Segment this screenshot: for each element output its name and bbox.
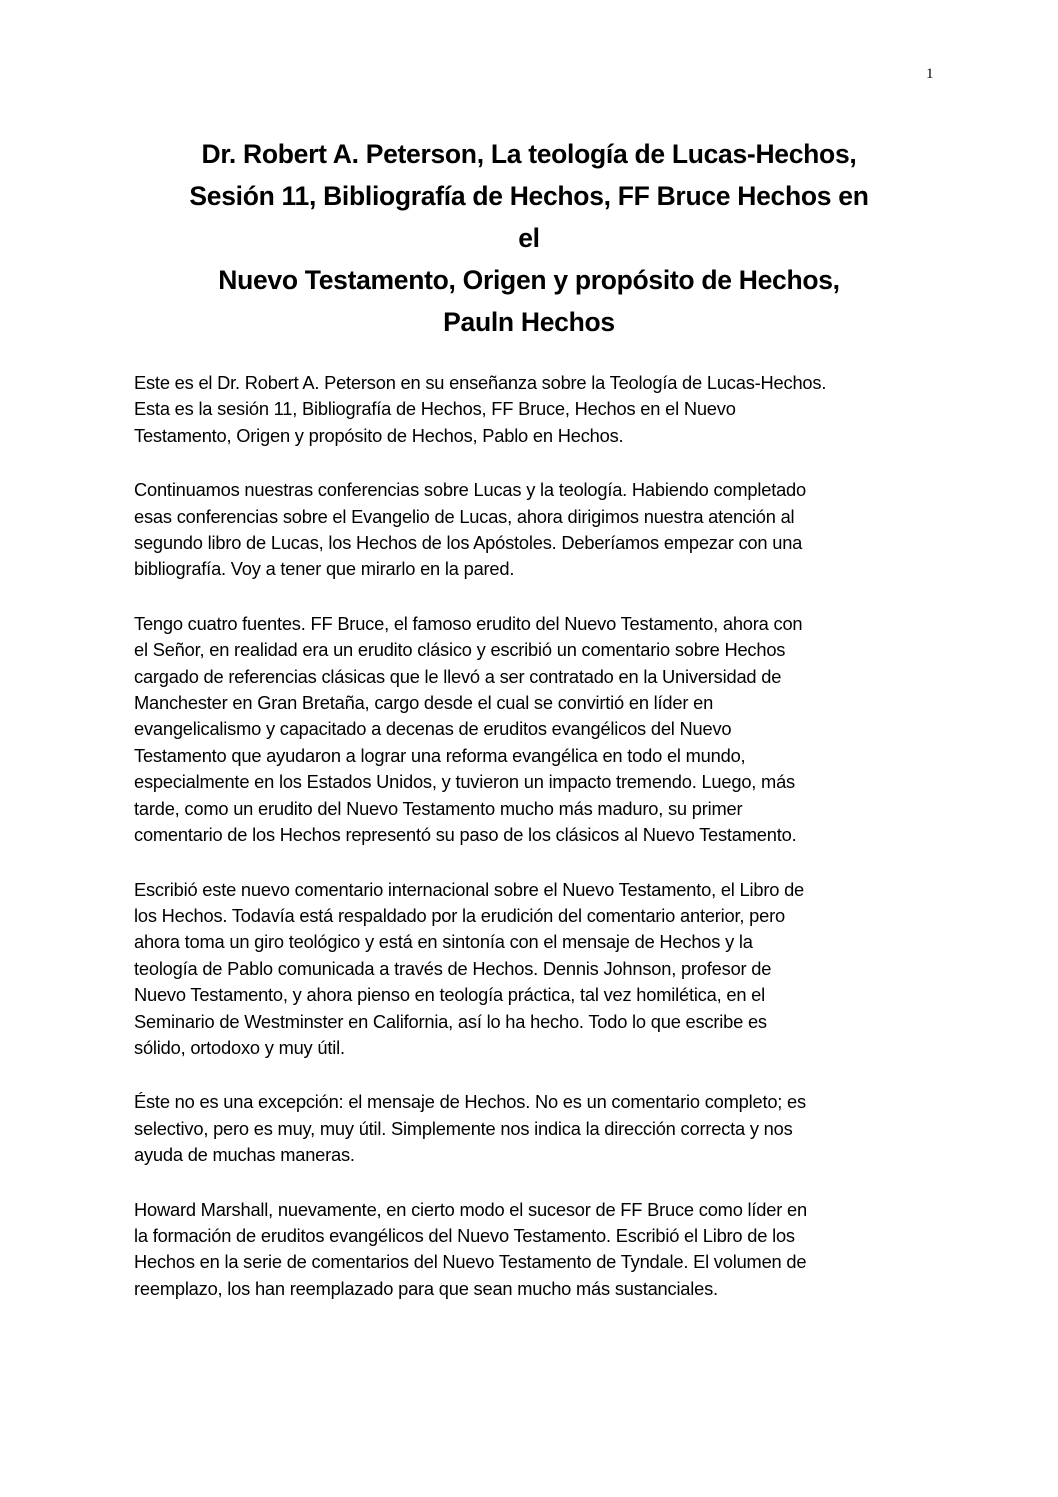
paragraph [134,611,934,849]
paragraph [134,370,934,449]
title-line: Sesión 11, Bibliografía de Hechos, FF Bruce Hechos en [189,181,869,211]
text-line: Howard Marshall, nuevamente, en cierto modo el sucesor de FF Bruce como líder en [134,1198,807,1220]
text-line: Esta es la sesión 11, Bibliografía de Hechos, FF Bruce, Hechos en el Nuevo [134,398,736,420]
text-line: Hechos en la serie de comentarios del Nuevo Testamento de Tyndale. El volumen de [134,1251,807,1273]
text-line: Manchester en Gran Bretaña, cargo desde el cual se convirtió en líder en [134,692,714,714]
text-line: reemplazo, los han reemplazado para que sean mucho más sustanciales. [134,1277,718,1299]
text-line: ahora toma un giro teológico y está en sintonía con el mensaje de Hechos y la [134,931,753,953]
text-line: Escribió este nuevo comentario internacional sobre el Nuevo Testamento, el Libro de [134,878,805,900]
text-line: Tengo cuatro fuentes. FF Bruce, el famoso erudito del Nuevo Testamento, ahora con [134,612,803,634]
paragraph [134,1089,934,1168]
text-line: cargado de referencias clásicas que le llevó a ser contratado en la Universidad de [134,665,782,687]
paragraph [134,1197,934,1303]
text-line: Testamento, Origen y propósito de Hechos, Pablo en Hechos. [134,424,624,446]
text-line: Éste no es una excepción: el mensaje de Hechos. No es un comentario completo; es [134,1091,806,1113]
text-line: tarde, como un erudito del Nuevo Testamento mucho más maduro, su primer [134,797,743,819]
text-line: comentario de los Hechos representó su paso de los clásicos al Nuevo Testamento. [134,824,797,846]
text-line: Nuevo Testamento, y ahora pienso en teología práctica, tal vez homilética, en el [134,984,765,1006]
text-line: Testamento que ayudaron a lograr una reforma evangélica en todo el mundo, [134,744,746,766]
paragraph [134,877,934,1062]
text-line: bibliografía. Voy a tener que mirarlo en la pared. [134,558,515,580]
text-line: la formación de eruditos evangélicos del Nuevo Testamento. Escribió el Libro de los [134,1224,795,1246]
text-line: selectivo, pero es muy, muy útil. Simplemente nos indica la dirección correcta y nos [134,1117,793,1139]
page-number: 1 [926,66,934,82]
text-line: los Hechos. Todavía está respaldado por la erudición del comentario anterior, pero [134,904,785,926]
text-line: evangelicalismo y capacitado a decenas de eruditos evangélicos del Nuevo [134,718,732,740]
document-title [0,133,1058,343]
text-line: esas conferencias sobre el Evangelio de Lucas, ahora dirigimos nuestra atención al [134,505,795,527]
text-line: sólido, ortodoxo y muy útil. [134,1036,345,1058]
text-line: Seminario de Westminster en California, así lo ha hecho. Todo lo que escribe es [134,1010,767,1032]
text-line: segundo libro de Lucas, los Hechos de los Apóstoles. Deberíamos empezar con una [134,532,803,554]
title-line: Nuevo Testamento, Origen y propósito de Hechos, [218,265,840,295]
text-line: el Señor, en realidad era un erudito clásico y escribió un comentario sobre Hechos [134,639,786,661]
paragraph [134,477,934,583]
document-body [134,370,934,1330]
title-line: Dr. Robert A. Peterson, La teología de Lucas-Hechos, [201,139,857,169]
text-line: especialmente en los Estados Unidos, y tuvieron un impacto tremendo. Luego, más [134,771,795,793]
title-line: el [518,223,540,253]
text-line: ayuda de muchas maneras. [134,1144,355,1166]
title-line: Pauln Hechos [443,307,615,337]
text-line: Este es el Dr. Robert A. Peterson en su enseñanza sobre la Teología de Lucas-Hechos. [134,372,827,393]
text-line: teología de Pablo comunicada a través de Hechos. Dennis Johnson, profesor de [134,957,772,979]
text-line: Continuamos nuestras conferencias sobre Lucas y la teología. Habiendo completado [134,479,806,501]
